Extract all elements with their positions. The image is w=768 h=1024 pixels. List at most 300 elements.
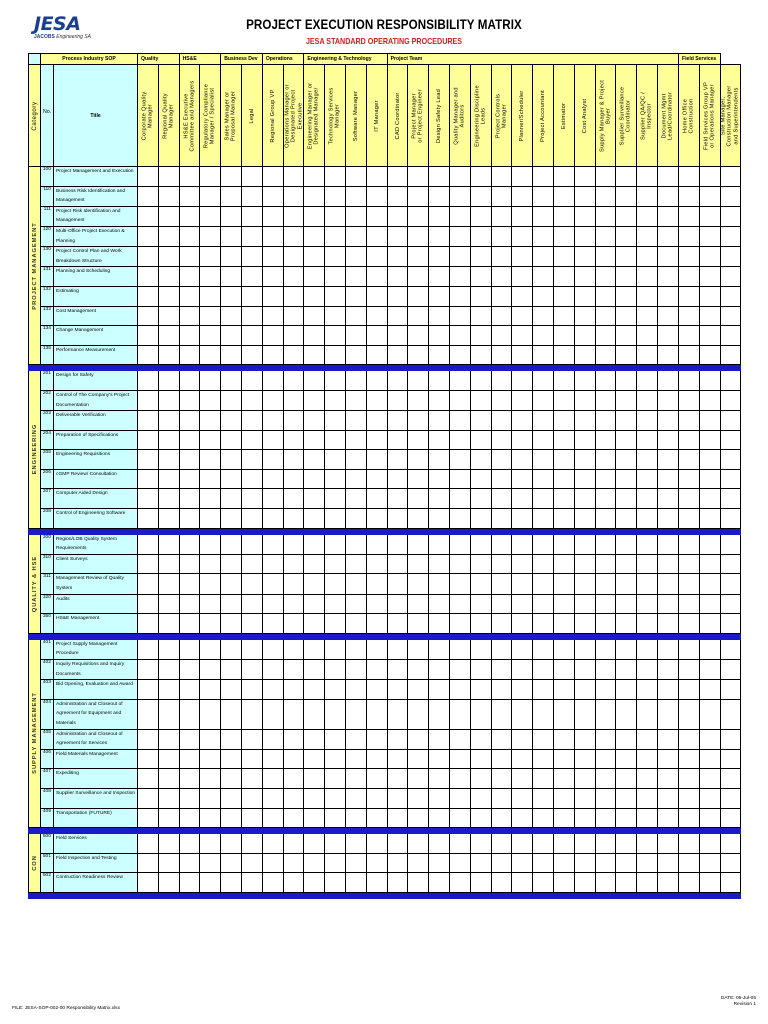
responsibility-cell[interactable] bbox=[325, 247, 346, 267]
responsibility-cell[interactable] bbox=[346, 808, 367, 828]
responsibility-cell[interactable] bbox=[720, 639, 741, 659]
responsibility-cell[interactable] bbox=[699, 853, 720, 873]
responsibility-cell[interactable] bbox=[699, 267, 720, 287]
responsibility-cell[interactable] bbox=[429, 306, 450, 326]
responsibility-cell[interactable] bbox=[678, 286, 699, 306]
responsibility-cell[interactable] bbox=[346, 469, 367, 489]
responsibility-cell[interactable] bbox=[450, 186, 471, 206]
responsibility-cell[interactable] bbox=[678, 430, 699, 450]
responsibility-cell[interactable] bbox=[616, 489, 637, 509]
responsibility-cell[interactable] bbox=[429, 853, 450, 873]
responsibility-cell[interactable] bbox=[304, 345, 325, 365]
responsibility-cell[interactable] bbox=[450, 509, 471, 529]
responsibility-cell[interactable] bbox=[138, 788, 159, 808]
responsibility-cell[interactable] bbox=[158, 729, 179, 749]
responsibility-cell[interactable] bbox=[366, 534, 387, 554]
responsibility-cell[interactable] bbox=[346, 411, 367, 431]
responsibility-cell[interactable] bbox=[658, 639, 679, 659]
responsibility-cell[interactable] bbox=[387, 286, 408, 306]
responsibility-cell[interactable] bbox=[637, 489, 658, 509]
responsibility-cell[interactable] bbox=[304, 639, 325, 659]
responsibility-cell[interactable] bbox=[158, 574, 179, 594]
responsibility-cell[interactable] bbox=[595, 574, 616, 594]
responsibility-cell[interactable] bbox=[450, 788, 471, 808]
responsibility-cell[interactable] bbox=[366, 639, 387, 659]
responsibility-cell[interactable] bbox=[408, 614, 429, 634]
responsibility-cell[interactable] bbox=[491, 186, 512, 206]
responsibility-cell[interactable] bbox=[616, 450, 637, 470]
responsibility-cell[interactable] bbox=[699, 594, 720, 614]
responsibility-cell[interactable] bbox=[179, 430, 200, 450]
responsibility-cell[interactable] bbox=[408, 469, 429, 489]
responsibility-cell[interactable] bbox=[221, 430, 242, 450]
responsibility-cell[interactable] bbox=[554, 873, 575, 893]
responsibility-cell[interactable] bbox=[450, 430, 471, 450]
responsibility-cell[interactable] bbox=[450, 345, 471, 365]
responsibility-cell[interactable] bbox=[325, 430, 346, 450]
responsibility-cell[interactable] bbox=[325, 411, 346, 431]
responsibility-cell[interactable] bbox=[450, 226, 471, 246]
responsibility-cell[interactable] bbox=[491, 639, 512, 659]
responsibility-cell[interactable] bbox=[408, 873, 429, 893]
responsibility-cell[interactable] bbox=[242, 614, 263, 634]
responsibility-cell[interactable] bbox=[346, 371, 367, 391]
responsibility-cell[interactable] bbox=[574, 574, 595, 594]
responsibility-cell[interactable] bbox=[616, 286, 637, 306]
responsibility-cell[interactable] bbox=[533, 749, 554, 769]
responsibility-cell[interactable] bbox=[637, 167, 658, 187]
responsibility-cell[interactable] bbox=[325, 286, 346, 306]
responsibility-cell[interactable] bbox=[387, 390, 408, 410]
responsibility-cell[interactable] bbox=[429, 729, 450, 749]
responsibility-cell[interactable] bbox=[491, 614, 512, 634]
responsibility-cell[interactable] bbox=[512, 749, 533, 769]
responsibility-cell[interactable] bbox=[408, 306, 429, 326]
responsibility-cell[interactable] bbox=[512, 853, 533, 873]
responsibility-cell[interactable] bbox=[491, 489, 512, 509]
responsibility-cell[interactable] bbox=[470, 749, 491, 769]
responsibility-cell[interactable] bbox=[512, 411, 533, 431]
responsibility-cell[interactable] bbox=[387, 509, 408, 529]
responsibility-cell[interactable] bbox=[720, 834, 741, 854]
responsibility-cell[interactable] bbox=[387, 267, 408, 287]
responsibility-cell[interactable] bbox=[387, 699, 408, 729]
responsibility-cell[interactable] bbox=[450, 534, 471, 554]
responsibility-cell[interactable] bbox=[346, 390, 367, 410]
responsibility-cell[interactable] bbox=[429, 286, 450, 306]
responsibility-cell[interactable] bbox=[554, 469, 575, 489]
responsibility-cell[interactable] bbox=[242, 788, 263, 808]
responsibility-cell[interactable] bbox=[200, 345, 221, 365]
responsibility-cell[interactable] bbox=[720, 411, 741, 431]
responsibility-cell[interactable] bbox=[450, 206, 471, 226]
responsibility-cell[interactable] bbox=[242, 489, 263, 509]
responsibility-cell[interactable] bbox=[512, 660, 533, 680]
responsibility-cell[interactable] bbox=[720, 614, 741, 634]
responsibility-cell[interactable] bbox=[554, 749, 575, 769]
responsibility-cell[interactable] bbox=[470, 226, 491, 246]
responsibility-cell[interactable] bbox=[221, 411, 242, 431]
responsibility-cell[interactable] bbox=[200, 411, 221, 431]
responsibility-cell[interactable] bbox=[158, 834, 179, 854]
responsibility-cell[interactable] bbox=[533, 469, 554, 489]
responsibility-cell[interactable] bbox=[179, 306, 200, 326]
responsibility-cell[interactable] bbox=[429, 788, 450, 808]
responsibility-cell[interactable] bbox=[242, 345, 263, 365]
responsibility-cell[interactable] bbox=[491, 660, 512, 680]
responsibility-cell[interactable] bbox=[512, 729, 533, 749]
responsibility-cell[interactable] bbox=[283, 450, 304, 470]
responsibility-cell[interactable] bbox=[512, 430, 533, 450]
responsibility-cell[interactable] bbox=[366, 267, 387, 287]
responsibility-cell[interactable] bbox=[325, 390, 346, 410]
responsibility-cell[interactable] bbox=[346, 594, 367, 614]
responsibility-cell[interactable] bbox=[387, 371, 408, 391]
responsibility-cell[interactable] bbox=[554, 729, 575, 749]
responsibility-cell[interactable] bbox=[346, 226, 367, 246]
responsibility-cell[interactable] bbox=[491, 411, 512, 431]
responsibility-cell[interactable] bbox=[512, 450, 533, 470]
responsibility-cell[interactable] bbox=[533, 554, 554, 574]
responsibility-cell[interactable] bbox=[554, 411, 575, 431]
responsibility-cell[interactable] bbox=[325, 226, 346, 246]
responsibility-cell[interactable] bbox=[658, 186, 679, 206]
responsibility-cell[interactable] bbox=[158, 247, 179, 267]
responsibility-cell[interactable] bbox=[678, 186, 699, 206]
responsibility-cell[interactable] bbox=[595, 469, 616, 489]
responsibility-cell[interactable] bbox=[262, 167, 283, 187]
responsibility-cell[interactable] bbox=[637, 206, 658, 226]
responsibility-cell[interactable] bbox=[179, 186, 200, 206]
responsibility-cell[interactable] bbox=[658, 834, 679, 854]
responsibility-cell[interactable] bbox=[200, 639, 221, 659]
responsibility-cell[interactable] bbox=[450, 834, 471, 854]
responsibility-cell[interactable] bbox=[720, 469, 741, 489]
responsibility-cell[interactable] bbox=[637, 788, 658, 808]
responsibility-cell[interactable] bbox=[616, 371, 637, 391]
responsibility-cell[interactable] bbox=[491, 306, 512, 326]
responsibility-cell[interactable] bbox=[429, 489, 450, 509]
responsibility-cell[interactable] bbox=[533, 489, 554, 509]
responsibility-cell[interactable] bbox=[470, 167, 491, 187]
responsibility-cell[interactable] bbox=[325, 306, 346, 326]
responsibility-cell[interactable] bbox=[616, 345, 637, 365]
responsibility-cell[interactable] bbox=[429, 769, 450, 789]
responsibility-cell[interactable] bbox=[179, 326, 200, 346]
responsibility-cell[interactable] bbox=[637, 411, 658, 431]
responsibility-cell[interactable] bbox=[408, 534, 429, 554]
responsibility-cell[interactable] bbox=[595, 680, 616, 700]
responsibility-cell[interactable] bbox=[366, 853, 387, 873]
responsibility-cell[interactable] bbox=[512, 834, 533, 854]
responsibility-cell[interactable] bbox=[221, 306, 242, 326]
responsibility-cell[interactable] bbox=[346, 660, 367, 680]
responsibility-cell[interactable] bbox=[595, 326, 616, 346]
responsibility-cell[interactable] bbox=[283, 267, 304, 287]
responsibility-cell[interactable] bbox=[616, 206, 637, 226]
responsibility-cell[interactable] bbox=[533, 853, 554, 873]
responsibility-cell[interactable] bbox=[429, 680, 450, 700]
responsibility-cell[interactable] bbox=[387, 489, 408, 509]
responsibility-cell[interactable] bbox=[637, 267, 658, 287]
responsibility-cell[interactable] bbox=[699, 411, 720, 431]
responsibility-cell[interactable] bbox=[595, 834, 616, 854]
responsibility-cell[interactable] bbox=[366, 554, 387, 574]
responsibility-cell[interactable] bbox=[554, 489, 575, 509]
responsibility-cell[interactable] bbox=[533, 614, 554, 634]
responsibility-cell[interactable] bbox=[595, 226, 616, 246]
responsibility-cell[interactable] bbox=[595, 306, 616, 326]
responsibility-cell[interactable] bbox=[512, 699, 533, 729]
responsibility-cell[interactable] bbox=[346, 345, 367, 365]
responsibility-cell[interactable] bbox=[678, 660, 699, 680]
responsibility-cell[interactable] bbox=[554, 554, 575, 574]
responsibility-cell[interactable] bbox=[512, 206, 533, 226]
responsibility-cell[interactable] bbox=[179, 226, 200, 246]
responsibility-cell[interactable] bbox=[387, 594, 408, 614]
responsibility-cell[interactable] bbox=[720, 769, 741, 789]
responsibility-cell[interactable] bbox=[158, 450, 179, 470]
responsibility-cell[interactable] bbox=[678, 226, 699, 246]
responsibility-cell[interactable] bbox=[512, 226, 533, 246]
responsibility-cell[interactable] bbox=[616, 226, 637, 246]
responsibility-cell[interactable] bbox=[491, 699, 512, 729]
responsibility-cell[interactable] bbox=[262, 469, 283, 489]
responsibility-cell[interactable] bbox=[554, 509, 575, 529]
responsibility-cell[interactable] bbox=[283, 489, 304, 509]
responsibility-cell[interactable] bbox=[554, 167, 575, 187]
responsibility-cell[interactable] bbox=[512, 509, 533, 529]
responsibility-cell[interactable] bbox=[533, 788, 554, 808]
responsibility-cell[interactable] bbox=[262, 699, 283, 729]
responsibility-cell[interactable] bbox=[429, 574, 450, 594]
responsibility-cell[interactable] bbox=[595, 554, 616, 574]
responsibility-cell[interactable] bbox=[429, 450, 450, 470]
responsibility-cell[interactable] bbox=[512, 469, 533, 489]
responsibility-cell[interactable] bbox=[283, 554, 304, 574]
responsibility-cell[interactable] bbox=[366, 450, 387, 470]
responsibility-cell[interactable] bbox=[179, 390, 200, 410]
responsibility-cell[interactable] bbox=[720, 729, 741, 749]
responsibility-cell[interactable] bbox=[637, 639, 658, 659]
responsibility-cell[interactable] bbox=[470, 286, 491, 306]
responsibility-cell[interactable] bbox=[221, 554, 242, 574]
responsibility-cell[interactable] bbox=[304, 680, 325, 700]
responsibility-cell[interactable] bbox=[512, 247, 533, 267]
responsibility-cell[interactable] bbox=[616, 834, 637, 854]
responsibility-cell[interactable] bbox=[200, 430, 221, 450]
responsibility-cell[interactable] bbox=[366, 390, 387, 410]
responsibility-cell[interactable] bbox=[470, 788, 491, 808]
responsibility-cell[interactable] bbox=[346, 614, 367, 634]
responsibility-cell[interactable] bbox=[720, 749, 741, 769]
responsibility-cell[interactable] bbox=[658, 306, 679, 326]
responsibility-cell[interactable] bbox=[658, 594, 679, 614]
responsibility-cell[interactable] bbox=[387, 430, 408, 450]
responsibility-cell[interactable] bbox=[574, 226, 595, 246]
responsibility-cell[interactable] bbox=[200, 186, 221, 206]
responsibility-cell[interactable] bbox=[138, 574, 159, 594]
responsibility-cell[interactable] bbox=[678, 167, 699, 187]
responsibility-cell[interactable] bbox=[678, 769, 699, 789]
responsibility-cell[interactable] bbox=[554, 614, 575, 634]
responsibility-cell[interactable] bbox=[429, 594, 450, 614]
responsibility-cell[interactable] bbox=[616, 873, 637, 893]
responsibility-cell[interactable] bbox=[242, 371, 263, 391]
responsibility-cell[interactable] bbox=[533, 574, 554, 594]
responsibility-cell[interactable] bbox=[658, 286, 679, 306]
responsibility-cell[interactable] bbox=[450, 574, 471, 594]
responsibility-cell[interactable] bbox=[325, 534, 346, 554]
responsibility-cell[interactable] bbox=[408, 574, 429, 594]
responsibility-cell[interactable] bbox=[512, 614, 533, 634]
responsibility-cell[interactable] bbox=[512, 788, 533, 808]
responsibility-cell[interactable] bbox=[304, 371, 325, 391]
responsibility-cell[interactable] bbox=[138, 729, 159, 749]
responsibility-cell[interactable] bbox=[325, 660, 346, 680]
responsibility-cell[interactable] bbox=[699, 306, 720, 326]
responsibility-cell[interactable] bbox=[200, 247, 221, 267]
responsibility-cell[interactable] bbox=[637, 371, 658, 391]
responsibility-cell[interactable] bbox=[304, 489, 325, 509]
responsibility-cell[interactable] bbox=[450, 853, 471, 873]
responsibility-cell[interactable] bbox=[179, 680, 200, 700]
responsibility-cell[interactable] bbox=[637, 326, 658, 346]
responsibility-cell[interactable] bbox=[200, 594, 221, 614]
responsibility-cell[interactable] bbox=[429, 371, 450, 391]
responsibility-cell[interactable] bbox=[221, 326, 242, 346]
responsibility-cell[interactable] bbox=[699, 554, 720, 574]
responsibility-cell[interactable] bbox=[262, 371, 283, 391]
responsibility-cell[interactable] bbox=[595, 390, 616, 410]
responsibility-cell[interactable] bbox=[283, 699, 304, 729]
responsibility-cell[interactable] bbox=[325, 206, 346, 226]
responsibility-cell[interactable] bbox=[491, 430, 512, 450]
responsibility-cell[interactable] bbox=[408, 186, 429, 206]
responsibility-cell[interactable] bbox=[304, 226, 325, 246]
responsibility-cell[interactable] bbox=[720, 873, 741, 893]
responsibility-cell[interactable] bbox=[491, 450, 512, 470]
responsibility-cell[interactable] bbox=[200, 769, 221, 789]
responsibility-cell[interactable] bbox=[616, 808, 637, 828]
responsibility-cell[interactable] bbox=[595, 749, 616, 769]
responsibility-cell[interactable] bbox=[408, 639, 429, 659]
responsibility-cell[interactable] bbox=[574, 286, 595, 306]
responsibility-cell[interactable] bbox=[658, 226, 679, 246]
responsibility-cell[interactable] bbox=[574, 267, 595, 287]
responsibility-cell[interactable] bbox=[678, 509, 699, 529]
responsibility-cell[interactable] bbox=[221, 167, 242, 187]
responsibility-cell[interactable] bbox=[242, 450, 263, 470]
responsibility-cell[interactable] bbox=[138, 390, 159, 410]
responsibility-cell[interactable] bbox=[304, 411, 325, 431]
responsibility-cell[interactable] bbox=[637, 853, 658, 873]
responsibility-cell[interactable] bbox=[221, 769, 242, 789]
responsibility-cell[interactable] bbox=[179, 574, 200, 594]
responsibility-cell[interactable] bbox=[554, 699, 575, 729]
responsibility-cell[interactable] bbox=[720, 286, 741, 306]
responsibility-cell[interactable] bbox=[533, 594, 554, 614]
responsibility-cell[interactable] bbox=[283, 469, 304, 489]
responsibility-cell[interactable] bbox=[346, 450, 367, 470]
responsibility-cell[interactable] bbox=[533, 680, 554, 700]
responsibility-cell[interactable] bbox=[200, 371, 221, 391]
responsibility-cell[interactable] bbox=[574, 430, 595, 450]
responsibility-cell[interactable] bbox=[450, 554, 471, 574]
responsibility-cell[interactable] bbox=[658, 345, 679, 365]
responsibility-cell[interactable] bbox=[242, 534, 263, 554]
responsibility-cell[interactable] bbox=[138, 594, 159, 614]
responsibility-cell[interactable] bbox=[325, 469, 346, 489]
responsibility-cell[interactable] bbox=[242, 206, 263, 226]
responsibility-cell[interactable] bbox=[304, 808, 325, 828]
responsibility-cell[interactable] bbox=[242, 594, 263, 614]
responsibility-cell[interactable] bbox=[366, 574, 387, 594]
responsibility-cell[interactable] bbox=[574, 853, 595, 873]
responsibility-cell[interactable] bbox=[699, 450, 720, 470]
responsibility-cell[interactable] bbox=[533, 769, 554, 789]
responsibility-cell[interactable] bbox=[533, 430, 554, 450]
responsibility-cell[interactable] bbox=[637, 749, 658, 769]
responsibility-cell[interactable] bbox=[554, 345, 575, 365]
responsibility-cell[interactable] bbox=[179, 345, 200, 365]
responsibility-cell[interactable] bbox=[470, 660, 491, 680]
responsibility-cell[interactable] bbox=[658, 469, 679, 489]
responsibility-cell[interactable] bbox=[658, 574, 679, 594]
responsibility-cell[interactable] bbox=[658, 699, 679, 729]
responsibility-cell[interactable] bbox=[658, 167, 679, 187]
responsibility-cell[interactable] bbox=[346, 306, 367, 326]
responsibility-cell[interactable] bbox=[678, 390, 699, 410]
responsibility-cell[interactable] bbox=[304, 699, 325, 729]
responsibility-cell[interactable] bbox=[262, 267, 283, 287]
responsibility-cell[interactable] bbox=[533, 186, 554, 206]
responsibility-cell[interactable] bbox=[720, 574, 741, 594]
responsibility-cell[interactable] bbox=[200, 699, 221, 729]
responsibility-cell[interactable] bbox=[491, 326, 512, 346]
responsibility-cell[interactable] bbox=[554, 660, 575, 680]
responsibility-cell[interactable] bbox=[637, 345, 658, 365]
responsibility-cell[interactable] bbox=[179, 594, 200, 614]
responsibility-cell[interactable] bbox=[574, 390, 595, 410]
responsibility-cell[interactable] bbox=[221, 534, 242, 554]
responsibility-cell[interactable] bbox=[200, 390, 221, 410]
responsibility-cell[interactable] bbox=[242, 680, 263, 700]
responsibility-cell[interactable] bbox=[595, 286, 616, 306]
responsibility-cell[interactable] bbox=[242, 326, 263, 346]
responsibility-cell[interactable] bbox=[325, 749, 346, 769]
responsibility-cell[interactable] bbox=[408, 371, 429, 391]
responsibility-cell[interactable] bbox=[304, 594, 325, 614]
responsibility-cell[interactable] bbox=[429, 186, 450, 206]
responsibility-cell[interactable] bbox=[429, 834, 450, 854]
responsibility-cell[interactable] bbox=[658, 680, 679, 700]
responsibility-cell[interactable] bbox=[574, 167, 595, 187]
responsibility-cell[interactable] bbox=[408, 267, 429, 287]
responsibility-cell[interactable] bbox=[554, 206, 575, 226]
responsibility-cell[interactable] bbox=[658, 808, 679, 828]
responsibility-cell[interactable] bbox=[304, 554, 325, 574]
responsibility-cell[interactable] bbox=[658, 729, 679, 749]
responsibility-cell[interactable] bbox=[470, 554, 491, 574]
responsibility-cell[interactable] bbox=[366, 614, 387, 634]
responsibility-cell[interactable] bbox=[720, 788, 741, 808]
responsibility-cell[interactable] bbox=[283, 509, 304, 529]
responsibility-cell[interactable] bbox=[387, 167, 408, 187]
responsibility-cell[interactable] bbox=[491, 167, 512, 187]
responsibility-cell[interactable] bbox=[450, 167, 471, 187]
responsibility-cell[interactable] bbox=[658, 489, 679, 509]
